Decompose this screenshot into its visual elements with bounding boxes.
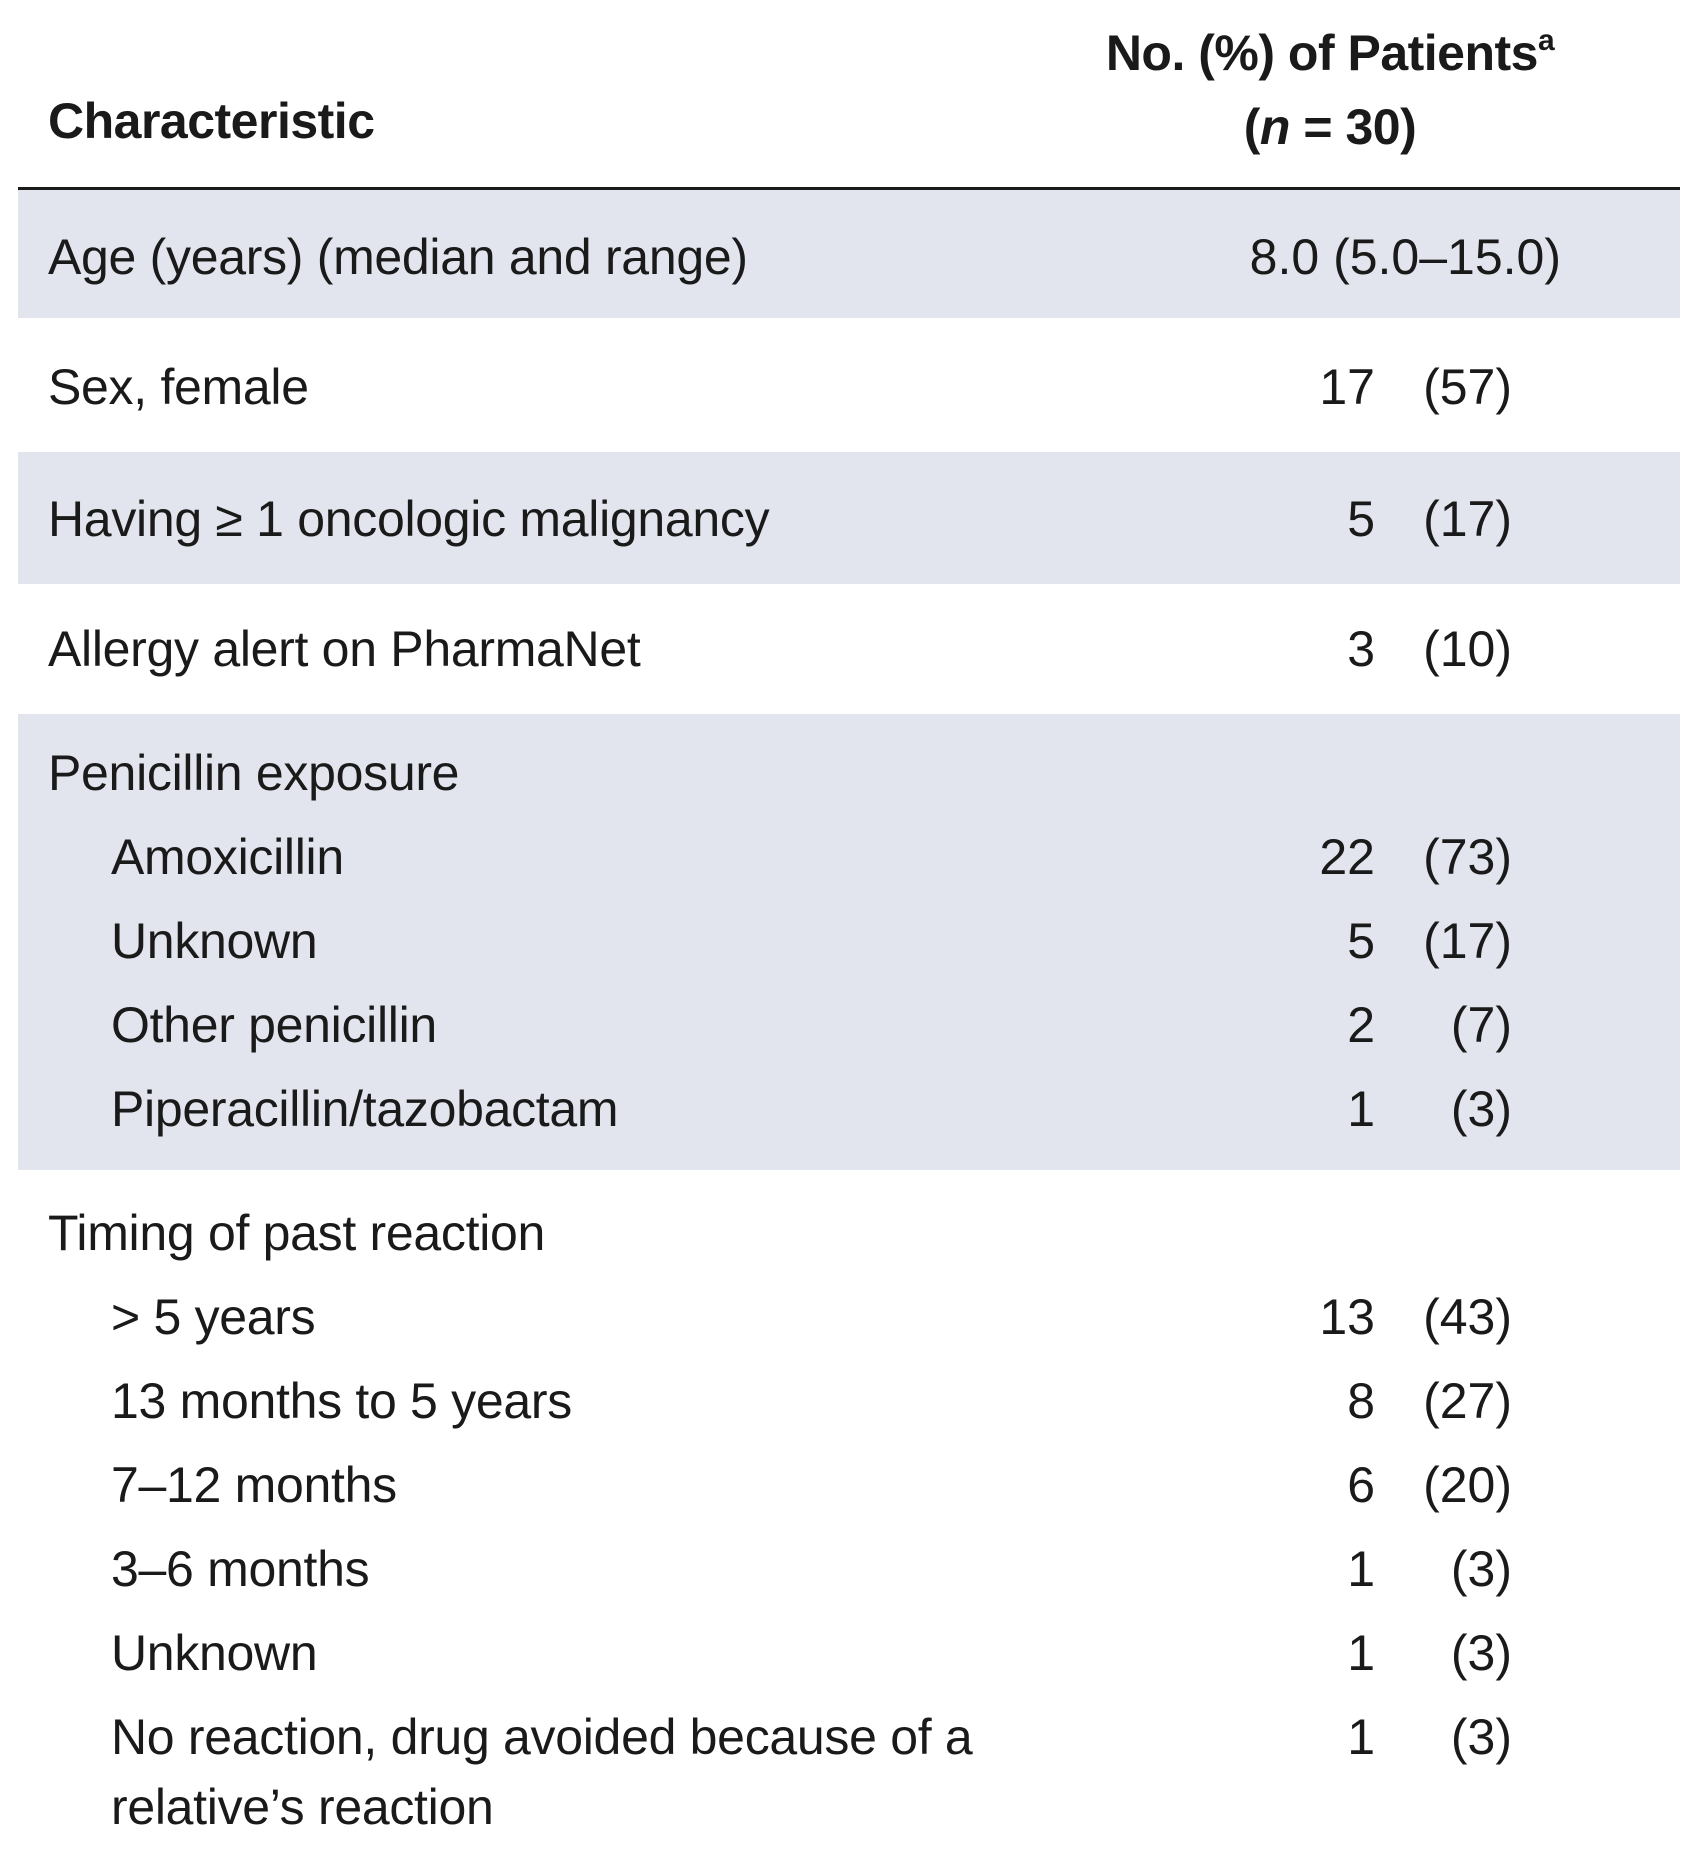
- row-count: 17: [1319, 359, 1375, 415]
- row-count: 1: [1347, 1625, 1375, 1681]
- table-row-7-12-months: [0, 1442, 1698, 1526]
- column-header-characteristic: Characteristic: [48, 93, 375, 149]
- table-row-sex: [0, 344, 1698, 428]
- row-percent: (27): [1423, 1373, 1512, 1429]
- row-label: Piperacillin/tazobactam: [111, 1081, 619, 1137]
- table-row-timing: [0, 1190, 1698, 1274]
- row-percent: (3): [1450, 1081, 1512, 1137]
- table-row-penicillin-unknown: [0, 898, 1698, 982]
- table-row-allergy-alert: [0, 606, 1698, 690]
- table-row-3-6-months: [0, 1526, 1698, 1610]
- row-label: Having ≥ 1 oncologic malignancy: [48, 491, 770, 547]
- row-percent: (3): [1450, 1625, 1512, 1681]
- row-label: > 5 years: [111, 1289, 316, 1345]
- row-count: 1: [1347, 1709, 1375, 1765]
- row-percent: (17): [1423, 913, 1512, 969]
- row-count: 2: [1347, 997, 1375, 1053]
- row-label: Unknown: [111, 913, 318, 969]
- row-count: 1: [1347, 1541, 1375, 1597]
- row-label: Unknown: [111, 1625, 318, 1681]
- row-label: 7–12 months: [111, 1457, 397, 1513]
- table-row-age: [0, 214, 1698, 298]
- section-label: Timing of past reaction: [48, 1205, 546, 1261]
- row-label: Sex, female: [48, 359, 309, 415]
- header-n-count: = 30): [1289, 99, 1417, 155]
- row-percent: (20): [1423, 1457, 1512, 1513]
- row-percent: (17): [1423, 491, 1512, 547]
- column-header-patients: [1080, 16, 1580, 164]
- header-value-line1: No. (%) of Patients: [1105, 25, 1538, 81]
- table-row-penicillin-exposure: [0, 730, 1698, 814]
- row-label: Allergy alert on PharmaNet: [48, 621, 641, 677]
- row-label: Age (years) (median and range): [48, 229, 748, 285]
- row-label-continued: relative’s reaction: [111, 1779, 494, 1835]
- row-label: 13 months to 5 years: [111, 1373, 572, 1429]
- row-count: 3: [1347, 621, 1375, 677]
- table-row-13-months-to-5-years: [0, 1358, 1698, 1442]
- row-label: 3–6 months: [111, 1541, 370, 1597]
- row-label: Amoxicillin: [111, 829, 344, 885]
- row-percent: (3): [1450, 1541, 1512, 1597]
- row-count: 22: [1319, 829, 1375, 885]
- row-percent: (73): [1423, 829, 1512, 885]
- row-value: 8.0 (5.0–15.0): [1249, 229, 1561, 285]
- row-count: 13: [1319, 1289, 1375, 1345]
- row-count: 8: [1347, 1373, 1375, 1429]
- section-label: Penicillin exposure: [48, 745, 460, 801]
- row-percent: (3): [1450, 1709, 1512, 1765]
- row-percent: (7): [1450, 997, 1512, 1053]
- table-row-piperacillin: [0, 1066, 1698, 1150]
- header-n-symbol: n: [1259, 99, 1290, 155]
- row-count: 1: [1347, 1081, 1375, 1137]
- header-paren-open: (: [1243, 99, 1260, 155]
- table-row-timing-unknown: [0, 1610, 1698, 1694]
- footnote-marker: a: [1538, 24, 1555, 57]
- table-row-amoxicillin: [0, 814, 1698, 898]
- table-row-over-5-years: [0, 1274, 1698, 1358]
- table-row-malignancy: [0, 476, 1698, 560]
- row-label: Other penicillin: [111, 997, 437, 1053]
- row-percent: (57): [1423, 359, 1512, 415]
- row-percent: (10): [1423, 621, 1512, 677]
- row-count: 5: [1347, 913, 1375, 969]
- row-count: 5: [1347, 491, 1375, 547]
- table-row-no-reaction: [0, 1694, 1698, 1851]
- row-count: 6: [1347, 1457, 1375, 1513]
- row-label: No reaction, drug avoided because of a: [111, 1709, 973, 1765]
- row-percent: (43): [1423, 1289, 1512, 1345]
- table-row-other-penicillin: [0, 982, 1698, 1066]
